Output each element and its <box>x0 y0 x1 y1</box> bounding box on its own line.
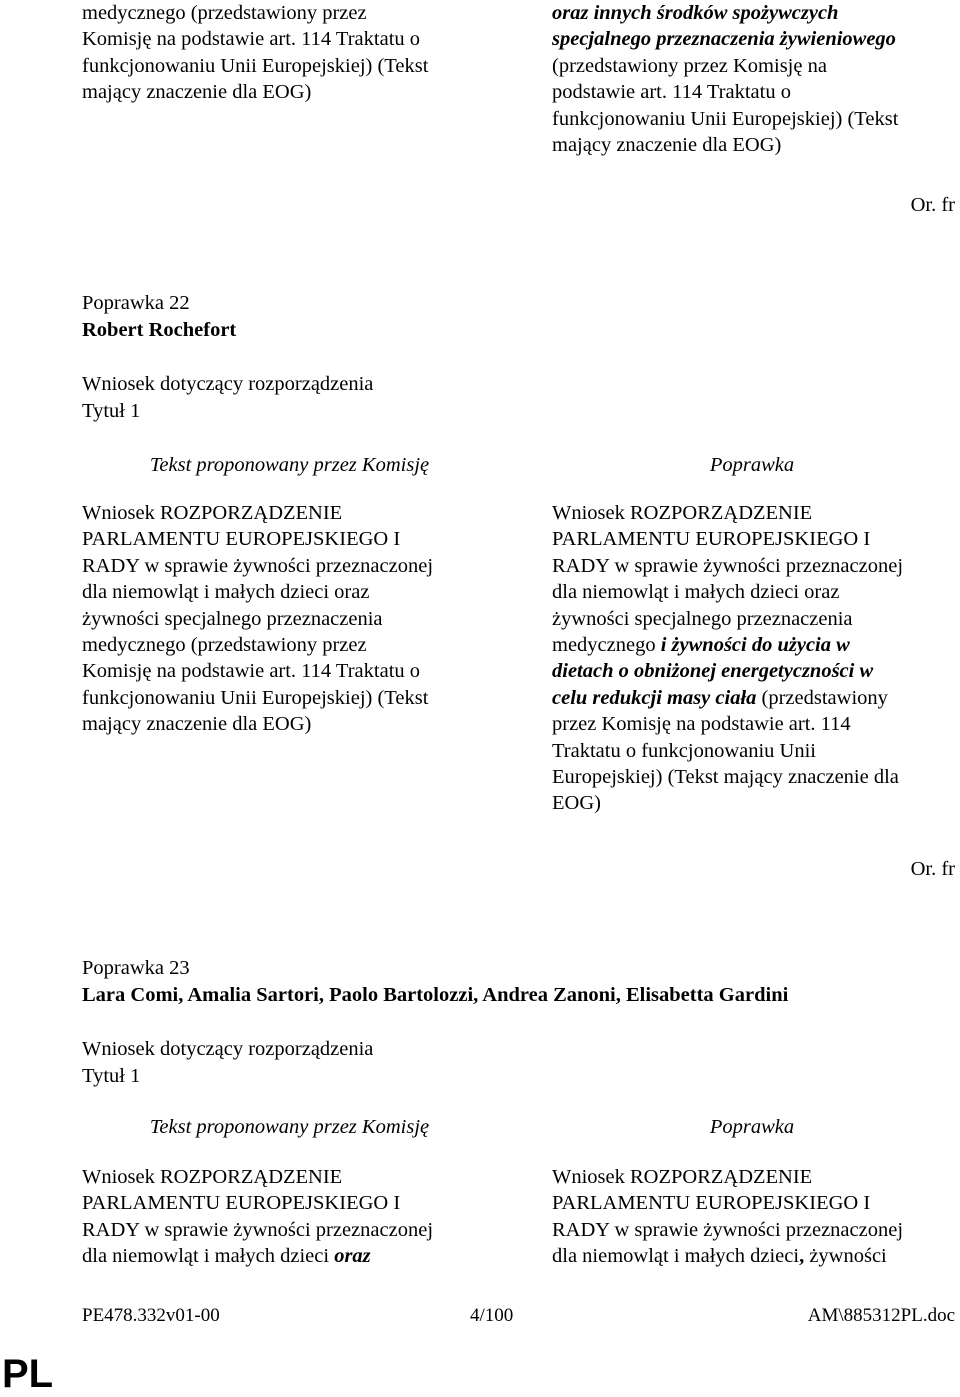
column-header-text: Poprawka <box>709 454 795 476</box>
proposal-label: Wniosek dotyczący rozporządzenia <box>82 373 374 395</box>
text-run: dla niemowląt i małych dzieci <box>552 1245 800 1268</box>
amendment-number: Poprawka 23 <box>82 957 190 979</box>
text-line <box>552 632 952 658</box>
commission-text <box>82 1164 497 1270</box>
column-header-amendment <box>552 1114 952 1140</box>
text-line: RADY w sprawie żywności przeznaczonej <box>82 554 434 577</box>
text-line: Komisję na podstawie art. 114 Traktatu o <box>82 660 421 683</box>
commission-text <box>82 500 497 738</box>
text-line: funkcjonowaniu Unii Europejskiej) (Tekst <box>82 686 429 709</box>
amendment-author: Robert Rochefort <box>82 319 237 341</box>
text-line: Wniosek ROZPORZĄDZENIE <box>82 502 343 524</box>
text-line: specjalnego przeznaczenia żywieniowego <box>552 28 896 51</box>
text-line: funkcjonowaniu Unii Europejskiej) (Tekst <box>82 54 429 77</box>
text-run: medycznego <box>552 634 661 657</box>
proposal-label: Wniosek dotyczący rozporządzenia <box>82 1038 374 1060</box>
text-line: oraz innych środków spożywczych <box>552 2 839 24</box>
column-header-text: Poprawka <box>709 1116 795 1138</box>
text-run: (przedstawiony <box>756 686 888 709</box>
text-line: EOG) <box>552 792 601 815</box>
footer-doc-ref: PE478.332v01-00 <box>82 1305 220 1326</box>
text-line: medycznego (przedstawiony przez <box>82 634 367 657</box>
text-line <box>552 1243 952 1269</box>
amendment-text <box>552 1164 952 1270</box>
text-line <box>552 685 952 711</box>
inserted-text: i żywności do użycia w <box>660 634 850 657</box>
column-header-amendment <box>552 452 952 478</box>
amendment-number: Poprawka 22 <box>82 292 190 314</box>
reference-label: Tytuł 1 <box>82 1065 141 1087</box>
text-line: PARLAMENTU EUROPEJSKIEGO I <box>552 1192 871 1215</box>
top-left-text <box>82 0 497 106</box>
text-line: funkcjonowaniu Unii Europejskiej) (Tekst <box>552 107 899 130</box>
text-line: Wniosek ROZPORZĄDZENIE <box>82 1166 343 1188</box>
reference-label: Tytuł 1 <box>82 400 141 422</box>
column-header-commission <box>82 1114 497 1140</box>
text-line: Wniosek ROZPORZĄDZENIE <box>552 1166 813 1188</box>
text-line: Europejskiej) (Tekst mający znaczenie dla <box>552 766 899 789</box>
text-line: (przedstawiony przez Komisję na <box>552 54 827 77</box>
text-line: RADY w sprawie żywności przeznaczonej <box>552 554 904 577</box>
top-right-text <box>552 0 952 158</box>
text-line: mający znaczenie dla EOG) <box>82 713 312 736</box>
language-code: PL <box>2 1352 54 1396</box>
amendment-title <box>82 290 190 316</box>
text-line: podstawie art. 114 Traktatu o <box>552 81 791 104</box>
column-header-text: Tekst proponowany przez Komisję <box>149 454 430 476</box>
inserted-text: dietach o obniżonej energetyczności w <box>552 660 874 683</box>
text-run: żywności <box>804 1245 887 1268</box>
text-line: mający znaczenie dla EOG) <box>82 81 312 104</box>
amendment-text <box>552 500 952 817</box>
deleted-text: oraz <box>334 1245 371 1268</box>
text-line: Komisję na podstawie art. 114 Traktatu o <box>82 28 421 51</box>
original-language-label: Or. fr <box>910 194 955 216</box>
column-header-commission <box>82 452 497 478</box>
text-line: RADY w sprawie żywności przeznaczonej <box>82 1218 434 1241</box>
amendment-authors: Lara Comi, Amalia Sartori, Paolo Bartolozzi, Andrea Zanoni, Elisabetta Gardini <box>82 984 789 1006</box>
inserted-text: , <box>799 1245 805 1268</box>
text-line: przez Komisję na podstawie art. 114 <box>552 713 851 736</box>
text-line: dla niemowląt i małych dzieci oraz <box>552 581 840 604</box>
text-line <box>82 1243 497 1269</box>
text-line: żywności specjalnego przeznaczenia <box>82 607 383 630</box>
text-line: RADY w sprawie żywności przeznaczonej <box>552 1218 904 1241</box>
original-language-label: Or. fr <box>910 858 955 880</box>
inserted-text: celu redukcji masy ciała <box>552 686 757 709</box>
text-line: żywności specjalnego przeznaczenia <box>552 607 853 630</box>
text-line: PARLAMENTU EUROPEJSKIEGO I <box>82 528 401 551</box>
text-line: mający znaczenie dla EOG) <box>552 134 782 157</box>
text-line: PARLAMENTU EUROPEJSKIEGO I <box>552 528 871 551</box>
text-line: dla niemowląt i małych dzieci oraz <box>82 581 370 604</box>
text-line: Wniosek ROZPORZĄDZENIE <box>552 502 813 524</box>
footer-file-name: AM\885312PL.doc <box>807 1305 955 1326</box>
text-run: dla niemowląt i małych dzieci <box>82 1245 335 1268</box>
footer-page-number: 4/100 <box>470 1305 514 1326</box>
amendment-title <box>82 955 190 981</box>
text-line: medycznego (przedstawiony przez <box>82 2 367 24</box>
text-line: PARLAMENTU EUROPEJSKIEGO I <box>82 1192 401 1215</box>
column-header-text: Tekst proponowany przez Komisję <box>149 1116 430 1138</box>
text-line: Traktatu o funkcjonowaniu Unii <box>552 739 817 762</box>
